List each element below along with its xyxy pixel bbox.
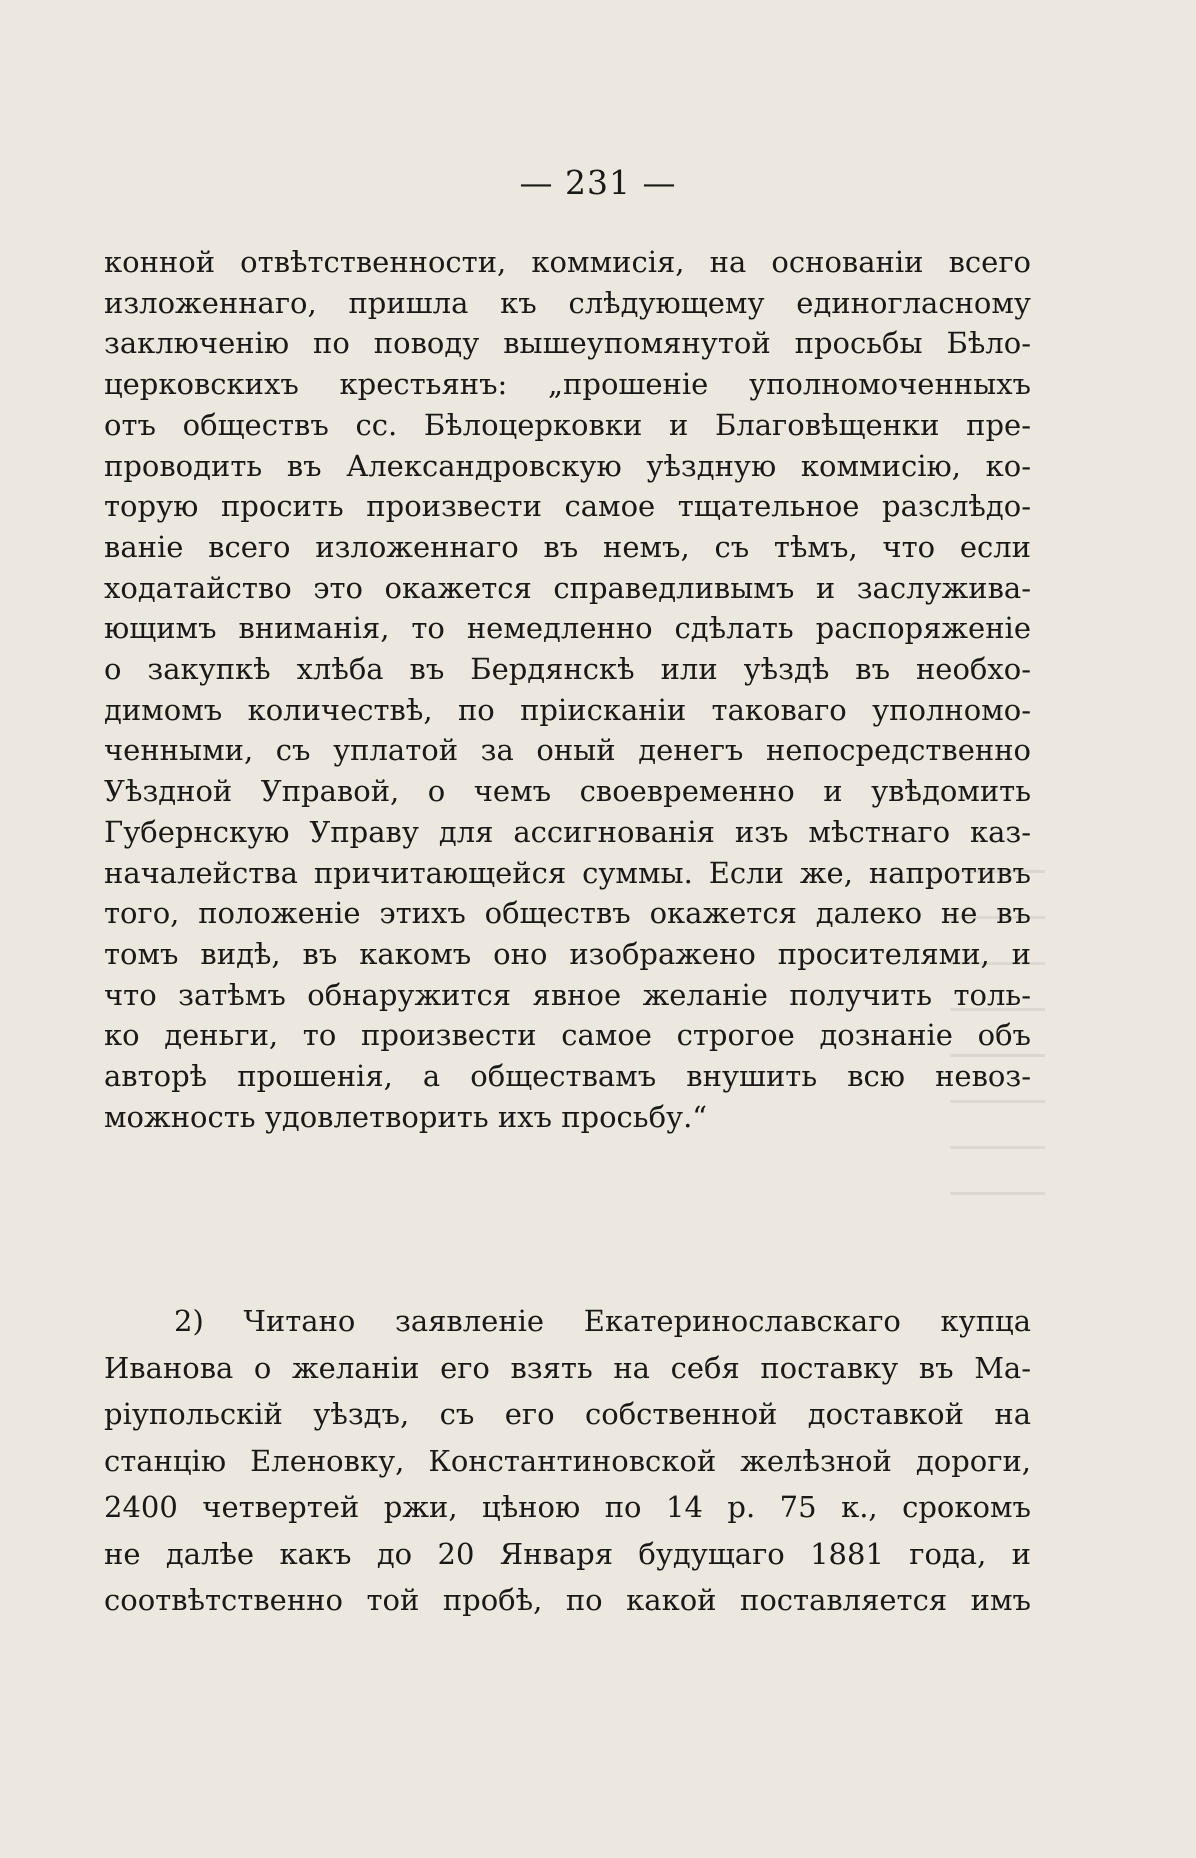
text-line: отъ обществъ сс. Бѣлоцерковки и Благовѣщенки пре-: [104, 408, 1031, 442]
text-line: димомъ количествѣ, по пріисканіи таковаго уполномо-: [104, 693, 1031, 727]
text-line: 2) Читано заявленіе Екатеринославскаго купца: [174, 1304, 1031, 1338]
text-line: церковскихъ крестьянъ: „прошеніе уполномоченныхъ: [104, 367, 1031, 401]
text-line: о закупкѣ хлѣба въ Бердянскѣ или уѣздѣ въ необхо-: [104, 652, 1031, 686]
text-line: 2400 четвертей ржи, цѣною по 14 р. 75 к., срокомъ: [104, 1490, 1031, 1524]
text-line: ко деньги, то произвести самое строгое дознаніе объ: [104, 1018, 1031, 1052]
text-line: ріупольскій уѣздъ, съ его собственной доставкой на: [104, 1397, 1031, 1431]
text-line: не далѣе какъ до 20 Января будущаго 1881 года, и: [104, 1537, 1031, 1571]
text-line: ходатайство это окажется справедливымъ и заслужива-: [104, 571, 1031, 605]
text-line: Иванова о желаніи его взять на себя поставку въ Ма-: [104, 1351, 1031, 1385]
text-line: торую просить произвести самое тщательное разслѣдо-: [104, 489, 1031, 523]
text-line: ющимъ вниманія, то немедленно сдѣлать распоряженіе: [104, 611, 1031, 645]
text-line: того, положеніе этихъ обществъ окажется далеко не въ: [104, 896, 1031, 930]
text-line: Уѣздной Управой, о чемъ своевременно и увѣдомить: [104, 774, 1031, 808]
text-line: Губернскую Управу для ассигнованія изъ мѣстнаго каз-: [104, 815, 1031, 849]
text-line: томъ видѣ, въ какомъ оно изображено просителями, и: [104, 937, 1031, 971]
text-line: ченными, съ уплатой за оный денегъ непосредственно: [104, 733, 1031, 767]
text-line: станцію Еленовку, Константиновской желѣзной дороги,: [104, 1444, 1031, 1478]
text-line: изложеннаго, пришла къ слѣдующему единогласному: [104, 286, 1031, 320]
text-line: заключенію по поводу вышеупомянутой просьбы Бѣло-: [104, 326, 1031, 360]
text-line: что затѣмъ обнаружится явное желаніе получить толь-: [104, 978, 1031, 1012]
text-line: авторѣ прошенія, а обществамъ внушить всю невоз-: [104, 1059, 1031, 1093]
text-line: можность удовлетворить ихъ просьбу.“: [104, 1100, 708, 1134]
text-line: конной отвѣтственности, коммисія, на основаніи всего: [104, 245, 1031, 279]
page-number: — 231 —: [519, 163, 677, 202]
text-line: началейства причитающейся суммы. Если же, напротивъ: [104, 856, 1031, 890]
text-line: ваніе всего изложеннаго въ немъ, съ тѣмъ, что если: [104, 530, 1031, 564]
text-line: соотвѣтственно той пробѣ, по какой поставляется имъ: [104, 1583, 1031, 1617]
text-line: проводить въ Александровскую уѣздную коммисію, ко-: [104, 449, 1031, 483]
